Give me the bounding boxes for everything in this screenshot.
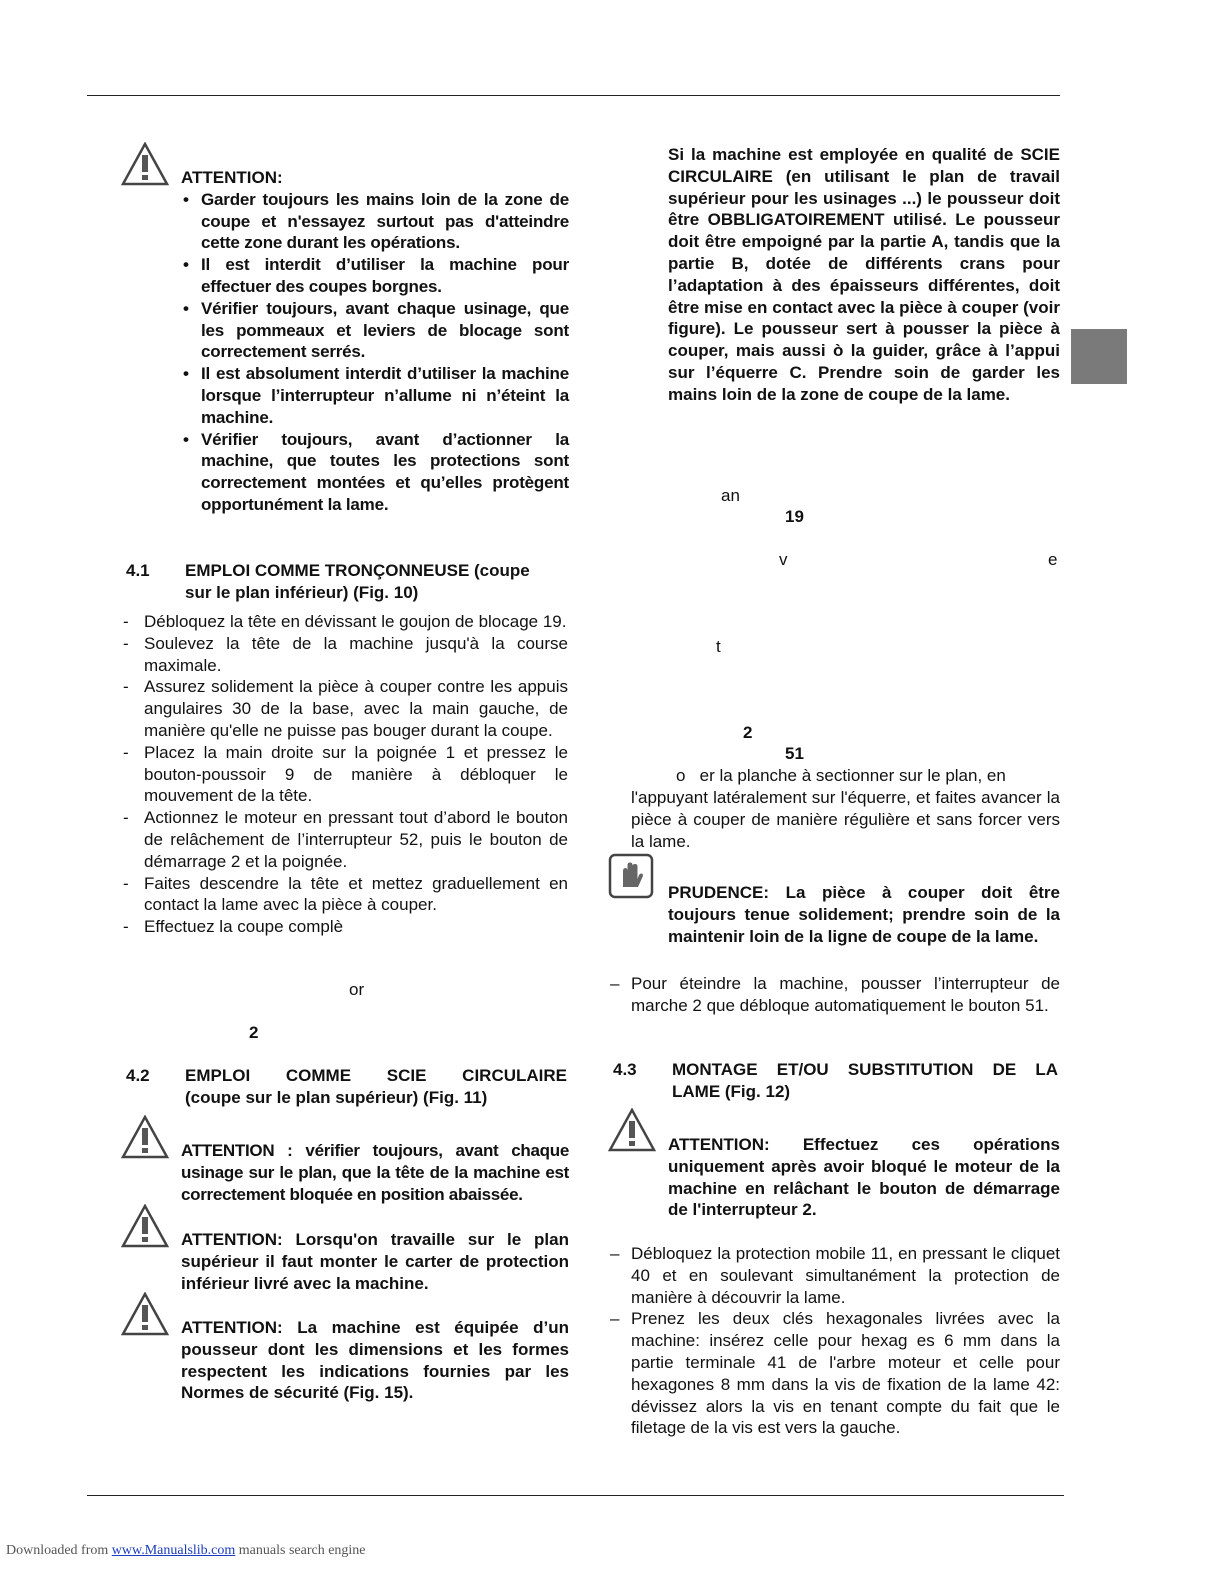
hand-stop-icon <box>608 853 654 899</box>
plank-line-1: o er la planche à sectionner sur le plan, en <box>676 766 1006 785</box>
warning-bullet: • Il est interdit d’utiliser la machine pour effectuer des coupes borgnes. <box>181 254 569 298</box>
warning-block-1 <box>181 167 569 516</box>
warning-icon <box>121 1292 169 1336</box>
section-title-4-2: EMPLOI COMME SCIE CIRCULAIRE (coupe sur le plan supérieur) (Fig. 11) <box>185 1066 567 1107</box>
text-fragment: 51 <box>785 744 804 763</box>
step-item: - Actionnez le moteur en pressant tout d’abord le bouton de relâchement de l’interrupteur 52, puis le bouton de démarrage 2 et la poignée. <box>122 807 568 872</box>
text-fragment: 2 <box>249 1023 259 1042</box>
step-item: - Placez la main droite sur la poignée 1 et pressez le bouton-poussoir 9 de manière à débloquer le mouvement de la tête. <box>122 742 568 807</box>
section-title-4-1: EMPLOI COMME TRONÇONNEUSE (coupe sur le plan inférieur) (Fig. 10) <box>185 561 530 602</box>
step-item: – Pour éteindre la machine, pousser l’interrupteur de marche 2 que débloque automatiquement le bouton 51. <box>609 973 1060 1017</box>
download-footer: Downloaded from www.Manualslib.com manuals search engine <box>6 1543 366 1558</box>
warning-block-4: ATTENTION: La machine est équipée d’un pousseur dont les dimensions et les formes respectent les indications fournies par les Normes de sécurité (Fig. 15). <box>181 1318 569 1403</box>
warning-icon <box>121 142 169 186</box>
warning-bullet: • Vérifier toujours, avant chaque usinage, que les pommeaux et leviers de blocage sont correctement serrés. <box>181 298 569 363</box>
text-fragment: or <box>349 980 365 999</box>
steps-4-1 <box>122 611 568 938</box>
warning-label: ATTENTION: <box>181 168 283 187</box>
step-item: - Soulevez la tête de la machine jusqu'à la course maximale. <box>122 633 568 677</box>
warning-icon <box>608 1108 656 1152</box>
step-item: - Assurez solidement la pièce à couper contre les appuis angulaires 30 de la base, avec la main gauche, de manière qu'elle ne puisse pas bouger durant la coupe. <box>122 676 568 741</box>
text-fragment: 19 <box>785 507 804 526</box>
step-item: - Faites descendre la tête et mettez graduellement en contact la lame avec la pièce à couper. <box>122 873 568 917</box>
warning-bullet: • Garder toujours les mains loin de la zone de coupe et n'essayez surtout pas d'atteindre cette zone durant les opérations. <box>181 189 569 254</box>
warning-block-2: ATTENTION : vérifier toujours, avant chaque usinage sur le plan, que la tête de la machine est correctement bloquée en position abaissée. <box>181 1141 569 1204</box>
warning-block-3: ATTENTION: Lorsqu'on travaille sur le plan supérieur il faut monter le carter de protection inférieur livré avec la machine. <box>181 1230 569 1293</box>
steps-4-3 <box>609 1243 1060 1439</box>
step-item: – Débloquez la protection mobile 11, en pressant le cliquet 40 et en soulevant simultanément la protection de manière à découvrir la lame. <box>609 1243 1060 1308</box>
plank-paragraph: l'appuyant latéralement sur l'équerre, et faites avancer la pièce à couper de manière régulière et sans forcer vers la lame. <box>631 788 1060 851</box>
switch-off-list <box>609 973 1060 1017</box>
text-fragment: e <box>1048 550 1058 569</box>
text-fragment: 2 <box>743 723 753 742</box>
warning-bullet: • Vérifier toujours, avant d’actionner la machine, que toutes les protections sont correctement montées et qu’elles protègent opportunément la lame. <box>181 429 569 516</box>
text-fragment: an <box>721 486 740 505</box>
header-rule <box>87 95 1060 96</box>
manualslib-link[interactable]: www.Manualslib.com <box>111 1543 236 1558</box>
section-number-4-1: 4.1 <box>126 561 150 580</box>
step-item: - Débloquez la tête en dévissant le goujon de blocage 19. <box>122 611 568 633</box>
step-item: – Prenez les deux clés hexagonales livrées avec la machine: insérez celle pour hexag es 6 mm dans la partie terminale 41 de l'arbre moteur et celle pour hexagones 8 mm dans la vis de fixation de la lame 42: dévissez alors la vis en tenant compte du fait que le filetage de la vis est vers la gauche. <box>609 1308 1060 1439</box>
pusher-paragraph: Si la machine est employée en qualité de SCIE CIRCULAIRE (en utilisant le plan de travail supérieur pour les usinages ...) le pousseur doit être OBBLIGATOIREMENT utilisé. Le pousseur doit être empoigné par la partie A, tandis que la partie B, dotée de différents crans pour l’adaptation à des épaisseurs différentes, doit être mise en contact avec la pièce à couper (voir figure). Le pousseur sert à pousser la pièce à couper, mais aussi ò la guider, grâce à l’appui sur l’équerre C. Prendre soin de garder les mains loin de la zone de coupe de la lame. <box>668 145 1060 404</box>
prudence-block: PRUDENCE: La pièce à couper doit être toujours tenue solidement; prendre soin de la maintenir loin de la ligne de coupe de la lame. <box>668 883 1060 946</box>
text-fragment: t <box>716 637 721 656</box>
footer-rule <box>87 1495 1064 1496</box>
warning-block-5: ATTENTION: Effectuez ces opérations uniquement après avoir bloqué le moteur de la machine en relâchant le bouton de démarrage de l'interrupteur 2. <box>668 1135 1060 1220</box>
warning-icon <box>121 1115 169 1159</box>
text-fragment: v <box>779 550 788 569</box>
warning-icon <box>121 1204 169 1248</box>
section-number-4-3: 4.3 <box>613 1060 637 1079</box>
chapter-tab-marker <box>1071 329 1127 384</box>
section-title-4-3: MONTAGE ET/OU SUBSTITUTION DE LA LAME (Fig. 12) <box>672 1060 1058 1101</box>
warning-bullet: • Il est absolument interdit d’utiliser la machine lorsque l’interrupteur n’allume ni n’éteint la machine. <box>181 363 569 428</box>
section-number-4-2: 4.2 <box>126 1066 150 1085</box>
step-item: - Effectuez la coupe complè <box>122 916 568 938</box>
